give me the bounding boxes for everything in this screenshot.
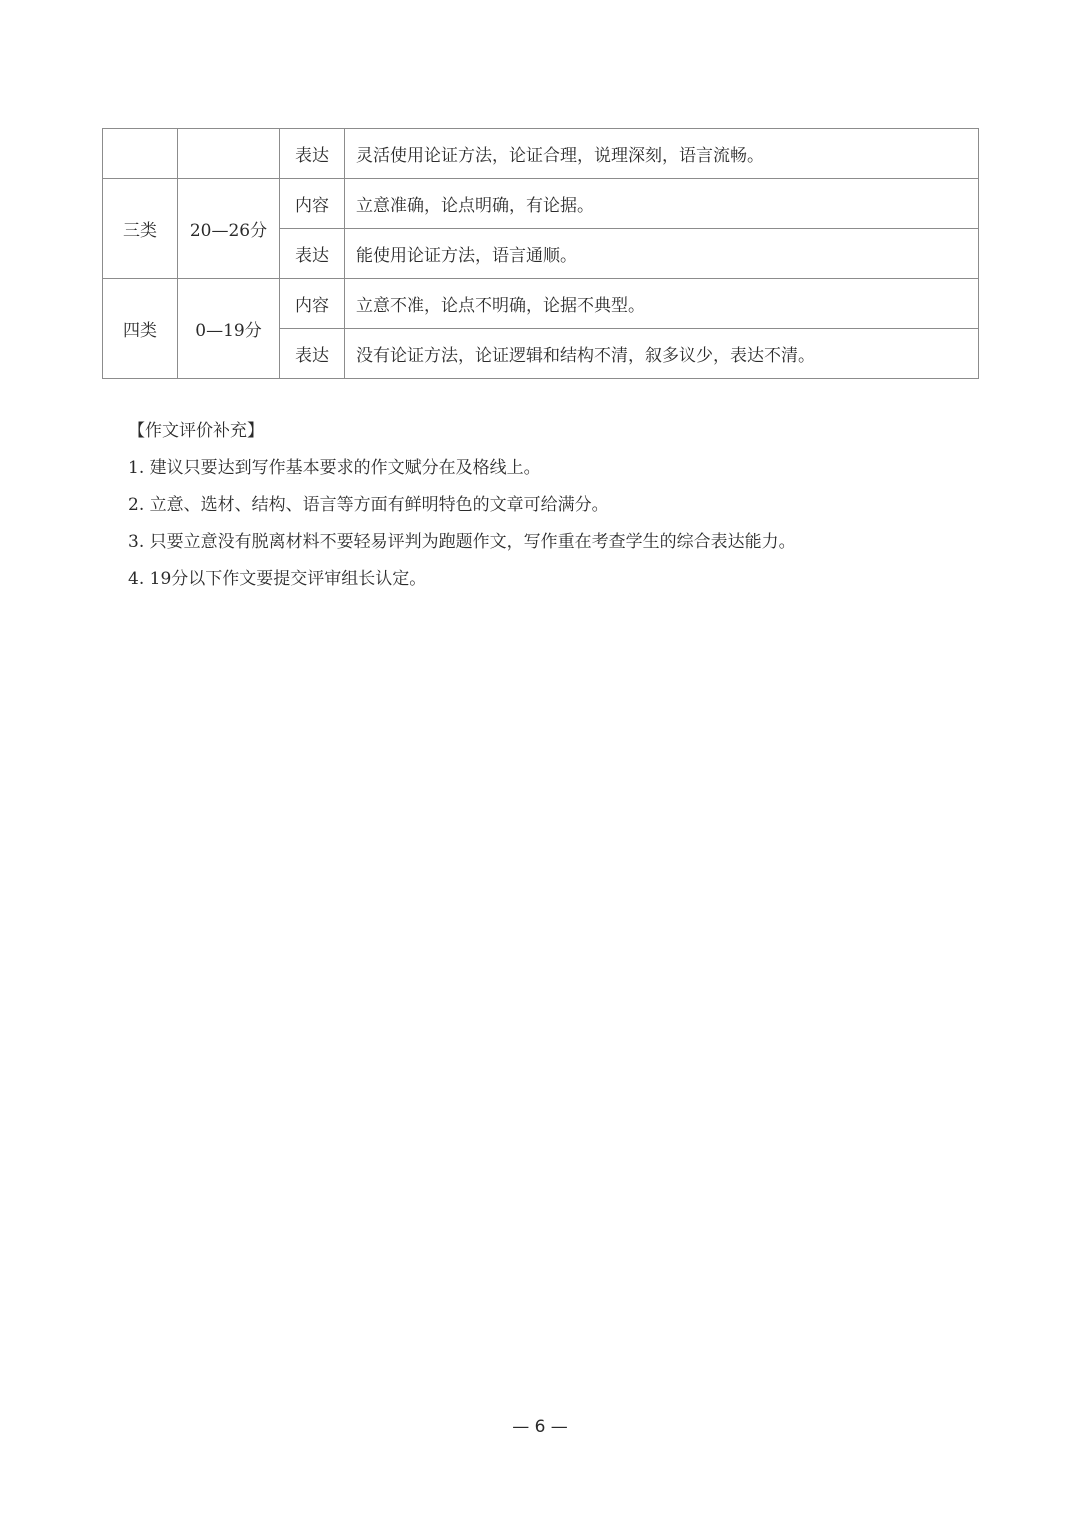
description-cell: 立意不准，论点不明确，论据不典型。 <box>345 279 979 329</box>
aspect-cell: 表达 <box>280 329 345 379</box>
category-cell-empty <box>103 129 178 179</box>
score-cell-empty <box>178 129 280 179</box>
notes-title: 【作文评价补充】 <box>128 421 264 441</box>
category-cell: 四类 <box>103 279 178 379</box>
page-number: — 6 — <box>512 1417 568 1437</box>
table-row <box>103 129 979 179</box>
score-range-cell: 0—19分 <box>178 279 280 379</box>
aspect-cell: 表达 <box>280 229 345 279</box>
table-row <box>103 179 979 229</box>
description-cell: 能使用论证方法，语言通顺。 <box>345 229 979 279</box>
category-cell: 三类 <box>103 179 178 279</box>
essay-evaluation-notes <box>128 413 796 598</box>
aspect-cell: 表达 <box>280 129 345 179</box>
score-range-cell: 20—26分 <box>178 179 280 279</box>
scoring-table <box>102 128 979 379</box>
description-cell: 没有论证方法，论证逻辑和结构不清，叙多议少，表达不清。 <box>345 329 979 379</box>
list-item: 2. 立意、选材、结构、语言等方面有鲜明特色的文章可给满分。 <box>128 495 609 515</box>
aspect-cell: 内容 <box>280 179 345 229</box>
list-item: 1. 建议只要达到写作基本要求的作文赋分在及格线上。 <box>128 458 541 478</box>
description-cell: 灵活使用论证方法，论证合理，说理深刻，语言流畅。 <box>345 129 979 179</box>
list-item: 4. 19分以下作文要提交评审组长认定。 <box>128 569 427 589</box>
aspect-cell: 内容 <box>280 279 345 329</box>
description-cell: 立意准确，论点明确，有论据。 <box>345 179 979 229</box>
list-item: 3. 只要立意没有脱离材料不要轻易评判为跑题作文，写作重在考查学生的综合表达能力。 <box>128 532 796 552</box>
table-row <box>103 279 979 329</box>
